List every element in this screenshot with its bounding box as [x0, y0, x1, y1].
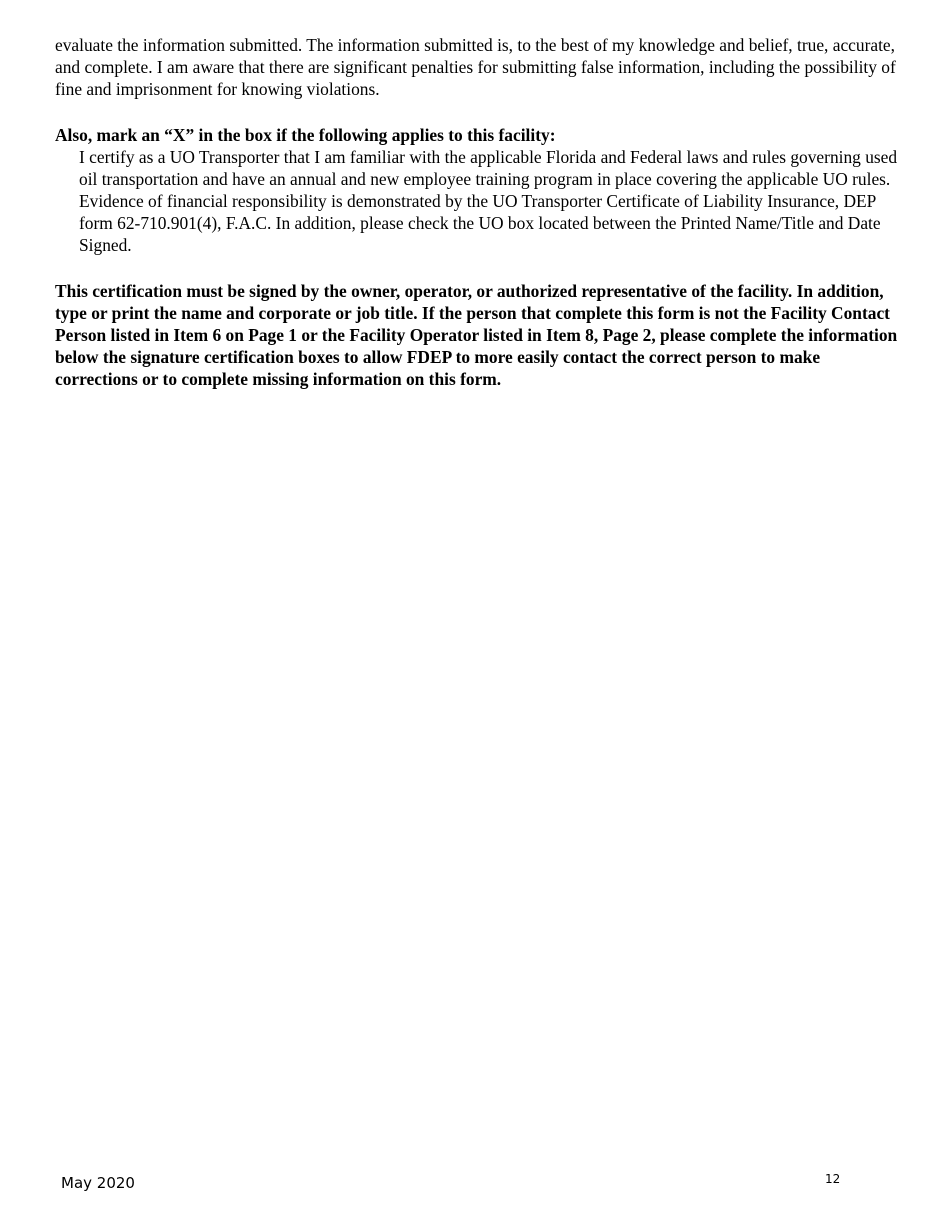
uo-transporter-heading: Also, mark an “X” in the box if the following applies to this facility: [55, 125, 556, 145]
page-number: 12 [825, 1172, 841, 1186]
footer-date: May 2020 [61, 1174, 135, 1192]
certification-paragraph: evaluate the information submitted. The information submitted is, to the best of my knowledge and belief, true, accurate, and complete. I am aware that there are significant penalties for submitting false information, including the possibility of fine and imprisonment for knowing violations. [55, 35, 896, 99]
signature-instructions: This certification must be signed by the owner, operator, or authorized representative of the facility. In addition, type or print the name and corporate or job title. If the person that complete this form is not the Facility Contact Person listed in Item 6 on Page 1 or the Facility Operator listed in Item 8, Page 2, please complete the information below the signature certification boxes to allow FDEP to more easily contact the correct person to make corrections or to complete missing information on this form. [55, 281, 898, 389]
uo-transporter-statement: I certify as a UO Transporter that I am familiar with the applicable Florida and Federal laws and rules governing used oil transportation and have an annual and new employee training program in place covering the applicable UO rules. Evidence of financial responsibility is demonstrated by the UO Transporter Certificate of Liability Insurance, DEP form 62-710.901(4), F.A.C. In addition, please check the UO box located between the Printed Name/Title and Date Signed. [79, 147, 898, 255]
